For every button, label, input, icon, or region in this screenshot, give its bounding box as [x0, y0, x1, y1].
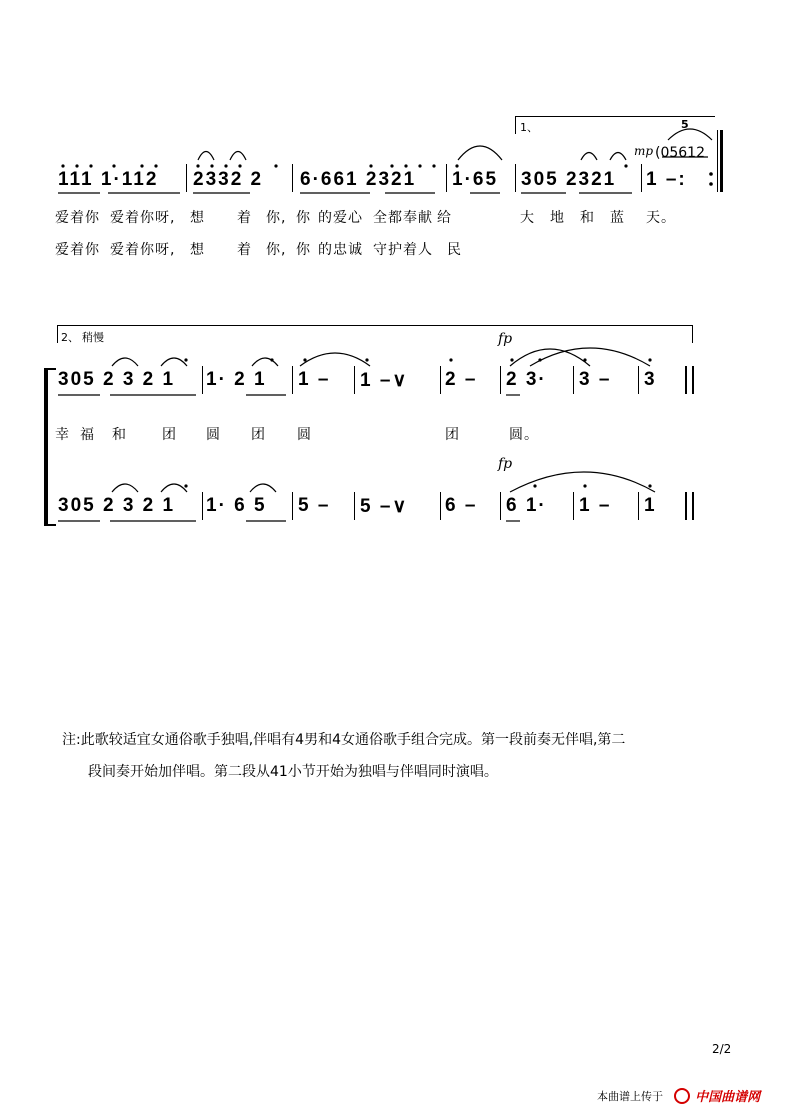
lyric-v1: 天。 — [646, 210, 676, 226]
lower-measure: 1· 6 5 — [206, 495, 267, 516]
lyric-line2: 团 — [251, 427, 266, 443]
upper-measure: 1· 2 1 — [206, 369, 267, 390]
measure-3: 6·661 2321 — [300, 169, 417, 190]
lyric-line2: 幸 — [55, 427, 70, 443]
lyric-v2: 爱着你 — [55, 242, 100, 258]
slur — [112, 358, 138, 366]
tuplet-number: 5 — [681, 118, 689, 131]
lower-measure: 1 – — [579, 495, 612, 516]
tempo-marking: 稍慢 — [82, 331, 104, 344]
lower-measure: 305 2 3 2 1 — [58, 495, 176, 516]
footnote-line-1: 注:此歌较适宜女通俗歌手独唱,伴唱有4男和4女通俗歌手组合完成。第一段前奏无伴唱,第二 — [62, 732, 626, 748]
lyric-v1: 着 — [237, 210, 252, 226]
upper-measure: 2 – — [445, 369, 478, 390]
lyric-v1: 大 — [520, 210, 535, 226]
lyric-v1: 地 — [550, 210, 565, 226]
slur — [510, 472, 655, 492]
volta-2-label: 2、 — [61, 331, 79, 344]
upper-measure: 2 3· — [506, 369, 547, 390]
lyric-v1: 和 — [580, 210, 595, 226]
lyric-line2: 福 — [80, 427, 95, 443]
lyric-v1: 你 — [296, 210, 311, 226]
upload-text: 本曲谱上传于 — [597, 1090, 663, 1103]
lyric-v1: 你, — [266, 210, 287, 226]
lyric-v2: 民 — [447, 242, 462, 258]
lyric-v2: 你 — [296, 242, 311, 258]
lyric-line2: 圆 — [206, 427, 221, 443]
slur — [250, 484, 276, 492]
slur — [198, 152, 214, 161]
slur — [530, 348, 650, 366]
slur — [610, 153, 626, 161]
lyric-line2: 圆 — [297, 427, 312, 443]
dynamic-mp: mp — [634, 144, 654, 158]
lyric-v2: 想 — [190, 242, 205, 258]
volta-1-label: 1、 — [520, 121, 538, 134]
lower-measure: 5 – — [298, 495, 331, 516]
lyric-v1: 给 — [437, 210, 452, 226]
page-number: 2/2 — [712, 1042, 732, 1056]
footnote-line-2: 段间奏开始加伴唱。第二段从41小节开始为独唱与伴唱同时演唱。 — [88, 764, 498, 780]
slur — [112, 484, 138, 492]
slur — [510, 349, 590, 366]
measure-5: 305 2321 — [521, 169, 617, 190]
lyric-v2: 你, — [266, 242, 287, 258]
lyric-line2: 圆。 — [509, 427, 539, 443]
lower-measure: 6 1· — [506, 495, 547, 516]
lower-measure: 1 — [644, 495, 657, 516]
site-name: 中国曲谱网 — [695, 1090, 761, 1105]
lyric-line2: 团 — [162, 427, 177, 443]
slur — [252, 358, 278, 366]
measure-1: 111 1·112 — [58, 169, 159, 190]
slur — [668, 129, 712, 140]
lyric-v1: 全都奉献 — [373, 210, 433, 226]
measure-6: 1 –: — [646, 169, 687, 190]
measure-2: 2332 2 — [193, 169, 264, 190]
lower-measure: 5 –∨ — [360, 496, 409, 517]
slur — [581, 153, 597, 161]
slur — [458, 146, 502, 160]
lyric-v2: 的忠诚 — [318, 242, 363, 258]
lyric-line2: 团 — [445, 427, 460, 443]
lyric-v1: 的爱心 — [318, 210, 363, 226]
upper-measure: 305 2 3 2 1 — [58, 369, 176, 390]
lyric-v1: 蓝 — [610, 210, 625, 226]
slur — [230, 152, 246, 161]
site-logo — [674, 1085, 760, 1105]
upper-measure: 3 – — [579, 369, 612, 390]
dynamic-fp-lower: fp — [498, 456, 513, 472]
lyric-v1: 爱着你呀, — [110, 210, 176, 226]
slur — [161, 358, 187, 366]
lyric-v1: 想 — [190, 210, 205, 226]
upper-measure: 1 – — [298, 369, 331, 390]
grace-notes: (05612 — [655, 145, 705, 161]
dynamic-fp-upper: fp — [498, 331, 513, 347]
lyric-v2: 爱着你呀, — [110, 242, 176, 258]
lyric-v1: 爱着你 — [55, 210, 100, 226]
lyric-v2: 守护着人 — [373, 242, 433, 258]
slur — [161, 484, 187, 492]
logo-icon — [674, 1088, 690, 1104]
upper-measure: 1 –∨ — [360, 370, 409, 391]
slur — [300, 353, 370, 366]
lower-measure: 6 – — [445, 495, 478, 516]
lyric-line2: 和 — [112, 427, 127, 443]
lyric-v2: 着 — [237, 242, 252, 258]
measure-4: 1·65 — [452, 169, 499, 190]
upper-measure: 3 — [644, 369, 657, 390]
